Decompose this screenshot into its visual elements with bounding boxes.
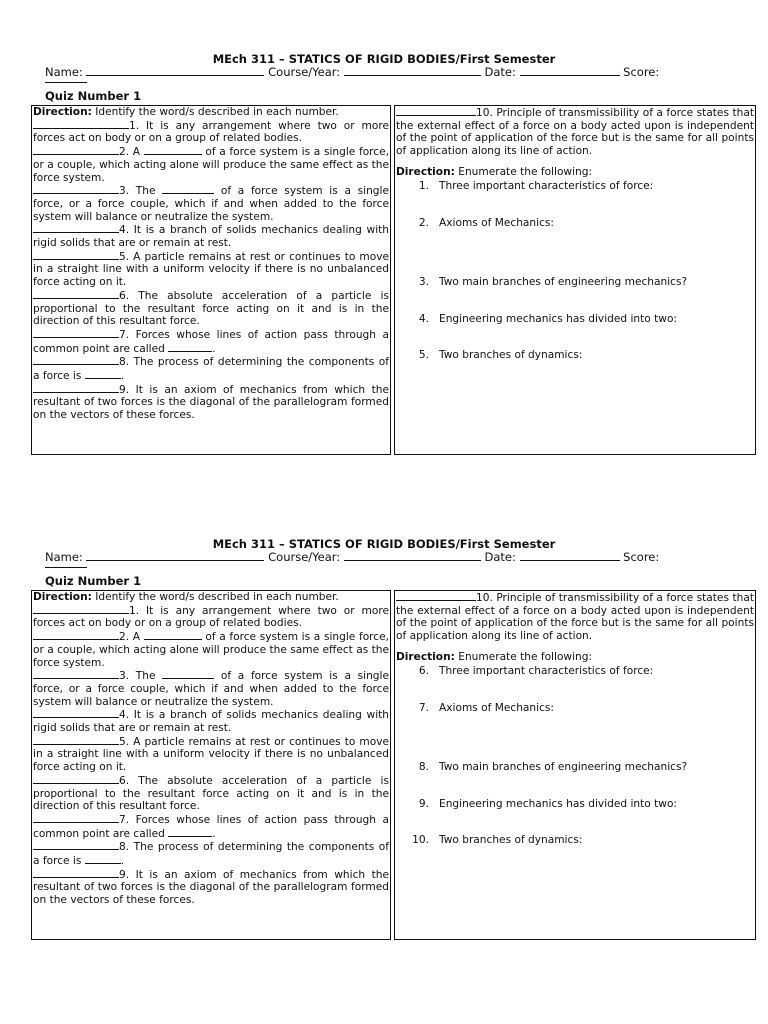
enumeration-list [395,664,755,847]
enum-item: 6. Three important characteristics of force: [418,664,654,677]
sheet-title: MEch 311 – STATICS OF RIGID BODIES/First Semester [212,537,556,551]
question-2: 2. A of a force system is a single force, or a couple, which acting alone will produce the same effect as the force system. [33,631,390,669]
identification-box [31,105,391,455]
course-field[interactable] [344,550,481,561]
quiz-number: Quiz Number 1 [45,574,142,588]
answer-blank[interactable] [33,383,119,393]
question-10: 10. Principle of transmissibility of a force states that the external effect of a force on a body acted upon is independent of the point of application of the force but is the same for all points of application along its line of action. [396,592,754,643]
enum-item: 9. Engineering mechanics has divided into two: [418,797,678,810]
question-10: 10. Principle of transmissibility of a force states that the external effect of a force on a body acted upon is independent of the point of application of the force but is the same for all points of application along its line of action. [396,107,754,158]
enum-item: 5. Two branches of dynamics: [418,348,583,361]
direction-paragraph [32,591,390,604]
enum-item: 4. Engineering mechanics has divided into two: [418,312,678,325]
name-label: Name: [45,65,83,79]
enum-item: 2. Axioms of Mechanics: [418,216,554,229]
date-label: Date: [484,65,516,79]
enumerate-direction [395,651,755,664]
answer-blank[interactable] [33,328,119,338]
inline-blank[interactable] [144,630,202,640]
question-2: 2. A of a force system is a single force, or a couple, which acting alone will produce the same effect as the force system. [33,146,390,184]
direction-label: Direction: [396,650,455,663]
question-5: 5. A particle remains at rest or continues to move in a straight line with a uniform velocity if there is no unbalanced force acting on it. [33,735,389,774]
course-label: Course/Year: [268,550,341,564]
name-field[interactable] [86,65,264,76]
inline-blank[interactable] [168,827,212,837]
question-7: 7. Forces whose lines of action pass through a common point are called . [33,813,389,840]
question-6: 6. The absolute acceleration of a particle is proportional to the resultant force acting on it and is in the direction of this resultant force. [33,774,389,813]
question-5: 5. A particle remains at rest or continues to move in a straight line with a uniform velocity if there is no unbalanced force acting on it. [33,250,389,289]
question-4: 4. It is a branch of solids mechanics dealing with rigid solids that are or remain at rest. [33,224,389,250]
question-9: 9. It is an axiom of mechanics from which the resultant of two forces is the diagonal of the parallelogram formed on the vectors of these forces. [33,383,389,422]
answer-blank[interactable] [33,355,119,365]
answer-blank[interactable] [33,630,119,640]
answer-blank[interactable] [33,813,119,823]
answer-blank[interactable] [33,840,119,850]
answer-blank[interactable] [33,735,119,745]
identification-box [31,590,391,940]
question-7: 7. Forces whose lines of action pass through a common point are called . [33,328,389,355]
answer-blank[interactable] [33,250,119,260]
answer-blank[interactable] [33,289,119,299]
inline-blank[interactable] [85,854,121,864]
date-field[interactable] [520,65,620,76]
answer-blank[interactable] [33,868,119,878]
direction-text: Enumerate the following: [458,650,593,663]
student-info-row [45,550,659,564]
enum-item: 7. Axioms of Mechanics: [418,701,554,714]
direction-text: Identify the word/s described in each number. [95,591,339,603]
answer-blank[interactable] [33,184,119,194]
name-label: Name: [45,550,83,564]
answer-blank[interactable] [33,119,129,129]
answer-blank[interactable] [33,708,119,718]
direction-label: Direction: [33,106,92,118]
enum-item: 10. Two branches of dynamics: [412,833,583,846]
course-field[interactable] [344,65,481,76]
question-8: 8. The process of determining the components of a force is . [33,356,389,383]
question-1: 1. It is any arrangement where two or more forces act on body or on a group of related bodies. [33,119,389,145]
direction-paragraph [32,106,390,119]
course-label: Course/Year: [268,65,341,79]
enumeration-list [395,179,755,362]
question-4: 4. It is a branch of solids mechanics dealing with rigid solids that are or remain at rest. [33,709,389,735]
date-label: Date: [484,550,516,564]
enumeration-box [394,105,756,455]
sheet-title: MEch 311 – STATICS OF RIGID BODIES/First Semester [212,52,556,66]
answer-blank[interactable] [33,669,119,679]
score-label: Score: [623,550,660,564]
score-blank [45,82,87,83]
question-3: 3. The of a force system is a single force, or a force couple, which if and when added to the force system will balance or neutralize the system. [33,185,389,223]
direction-text: Identify the word/s described in each number. [95,106,339,118]
answer-blank[interactable] [396,106,476,116]
enum-item: 3. Two main branches of engineering mechanics? [418,275,688,288]
score-blank [45,567,87,568]
question-3: 3. The of a force system is a single force, or a force couple, which if and when added to the force system will balance or neutralize the system. [33,670,389,708]
inline-blank[interactable] [85,369,121,379]
date-field[interactable] [520,550,620,561]
name-field[interactable] [86,550,264,561]
score-label: Score: [623,65,660,79]
question-6: 6. The absolute acceleration of a particle is proportional to the resultant force acting on it and is in the direction of this resultant force. [33,289,389,328]
inline-blank[interactable] [162,184,214,194]
answer-blank[interactable] [33,223,119,233]
direction-text: Enumerate the following: [458,165,593,178]
enumeration-box [394,590,756,940]
answer-blank[interactable] [33,774,119,784]
enumerate-direction [395,166,755,179]
inline-blank[interactable] [168,342,212,352]
enum-item: 8. Two main branches of engineering mechanics? [418,760,688,773]
answer-blank[interactable] [396,591,476,601]
direction-label: Direction: [33,591,92,603]
answer-blank[interactable] [33,145,119,155]
answer-blank[interactable] [33,604,129,614]
student-info-row [45,65,659,79]
inline-blank[interactable] [162,669,214,679]
question-8: 8. The process of determining the components of a force is . [33,841,389,868]
enum-item: 1. Three important characteristics of force: [418,179,654,192]
question-9: 9. It is an axiom of mechanics from which the resultant of two forces is the diagonal of the parallelogram formed on the vectors of these forces. [33,868,389,907]
inline-blank[interactable] [144,145,202,155]
quiz-number: Quiz Number 1 [45,89,142,103]
question-1: 1. It is any arrangement where two or more forces act on body or on a group of related bodies. [33,604,389,630]
direction-label: Direction: [396,165,455,178]
